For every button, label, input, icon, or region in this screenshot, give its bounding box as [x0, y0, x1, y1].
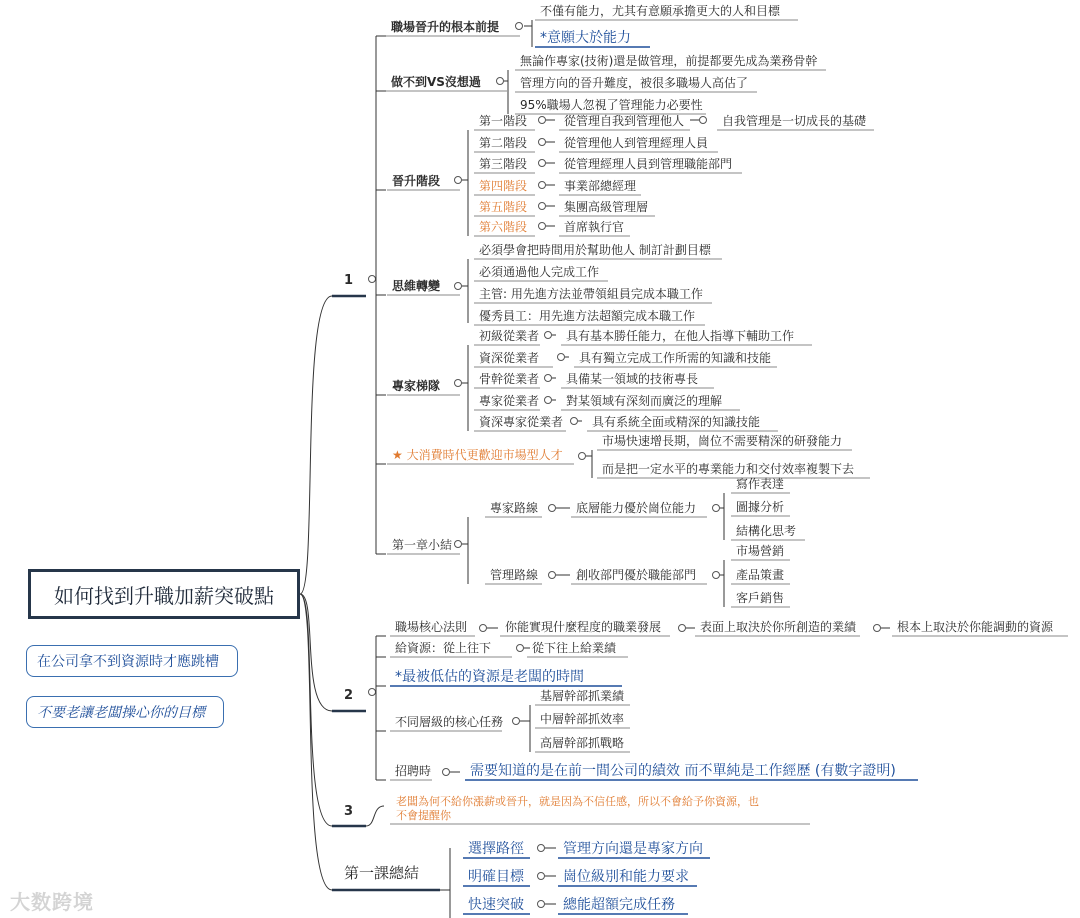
topic-e5[interactable]: 資深專家從業者	[479, 415, 564, 429]
topic-s3[interactable]: 第三階段	[479, 157, 528, 171]
topic-c4c[interactable]: 高層幹部抓戰略	[540, 736, 625, 750]
topic-n1b[interactable]: *意願大於能力	[540, 30, 631, 46]
topic-b2[interactable]: 2	[344, 688, 354, 703]
collapse-dot	[455, 283, 462, 290]
topic-s2a[interactable]: 從管理他人到管理經理人員	[564, 136, 709, 150]
topic-d1[interactable]: 老闆為何不給你漲薪或晉升，就是因為不信任感，所以不會給予你資源，也	[396, 795, 759, 808]
collapse-dot	[558, 354, 565, 361]
collapse-dot	[539, 182, 546, 189]
topic-e2[interactable]: 資深從業者	[479, 351, 540, 365]
topic-n7[interactable]: 第一章小結	[392, 538, 453, 552]
watermark-logo: 大数跨境	[10, 890, 94, 914]
topic-r1a2[interactable]: 圖據分析	[736, 500, 785, 514]
topic-b4[interactable]: 第一課總結	[344, 864, 420, 882]
topic-c5[interactable]: 招聘時	[395, 764, 432, 778]
connector-line	[300, 594, 332, 890]
collapse-dot	[545, 397, 552, 404]
topic-b1[interactable]: 1	[344, 273, 354, 288]
collapse-dot	[455, 177, 462, 184]
topic-n2a[interactable]: 無論作專家(技術)還是做管理，前提都要先成為業務骨幹	[520, 54, 818, 68]
topic-n1a[interactable]: 不僅有能力，尤其有意願承擔更大的人和目標	[540, 4, 781, 18]
collapse-dot	[369, 276, 376, 283]
topic-t3[interactable]: 主管: 用先進方法並帶領組員完成本職工作	[479, 287, 703, 301]
topic-c1a[interactable]: 你能實現什麼程度的職業發展	[505, 620, 662, 634]
collapse-dot	[545, 332, 552, 339]
collapse-dot	[539, 223, 546, 230]
collapse-dot	[539, 117, 546, 124]
topic-n6[interactable]: ★ 大消費時代更歡迎市場型人才	[392, 448, 563, 462]
topic-t2[interactable]: 必須通過他人完成工作	[479, 265, 600, 279]
topic-r2a2[interactable]: 產品策畫	[736, 568, 785, 582]
collapse-dot	[700, 117, 707, 124]
topic-f2[interactable]: 明確目標	[468, 869, 524, 885]
topic-s1[interactable]: 第一階段	[479, 114, 528, 128]
collapse-dot	[545, 375, 552, 382]
topic-s4[interactable]: 第四階段	[479, 179, 528, 193]
topic-e3a[interactable]: 具備某一領域的技術專長	[566, 372, 699, 386]
topic-c3[interactable]: *最被低估的資源是老闆的時間	[395, 669, 584, 685]
connector-line	[300, 594, 332, 711]
collapse-dot	[874, 625, 881, 632]
topic-t1[interactable]: 必須學會把時間用於幫助他人 制訂計劃目標	[479, 243, 711, 257]
topic-c2a[interactable]: 從下往上給業績	[532, 641, 617, 655]
topic-r1a3[interactable]: 結構化思考	[736, 524, 797, 538]
topic-n6a[interactable]: 市場快速增長期，崗位不需要精深的研發能力	[602, 434, 843, 448]
topic-s1a[interactable]: 從管理自我到管理他人	[564, 114, 685, 128]
collapse-dot	[539, 203, 546, 210]
topic-d1b[interactable]: 不會提醒你	[396, 809, 451, 822]
topic-n2b[interactable]: 管理方向的晉升難度，被很多職場人高估了	[520, 76, 749, 90]
topic-f1[interactable]: 選擇路徑	[468, 841, 524, 857]
collapse-dot	[713, 572, 720, 579]
topic-c4a[interactable]: 基層幹部抓業績	[540, 689, 625, 703]
topic-e1a[interactable]: 具有基本勝任能力，在他人指導下輔助工作	[566, 329, 795, 343]
collapse-dot	[480, 625, 487, 632]
root-topic[interactable]: 如何找到升職加薪突破點	[28, 569, 300, 619]
collapse-dot	[539, 160, 546, 167]
collapse-dot	[513, 718, 520, 725]
topic-r2a1[interactable]: 市場營銷	[736, 544, 785, 558]
topic-c1c[interactable]: 根本上取決於你能調動的資源	[897, 620, 1054, 634]
topic-n6b[interactable]: 而是把一定水平的專業能力和交付效率複製下去	[602, 462, 855, 476]
topic-f1a[interactable]: 管理方向還是專家方向	[563, 841, 703, 857]
topic-c2[interactable]: 給資源：從上往下	[395, 641, 492, 655]
collapse-dot	[571, 418, 578, 425]
topic-s5a[interactable]: 集團高級管理層	[564, 200, 649, 214]
collapse-dot	[579, 453, 586, 460]
topic-e4[interactable]: 專家從業者	[479, 394, 540, 408]
topic-e2a[interactable]: 具有獨立完成工作所需的知識和技能	[579, 351, 772, 365]
topic-s4a[interactable]: 事業部總經理	[564, 179, 637, 193]
collapse-dot	[369, 689, 376, 696]
topic-t4[interactable]: 優秀員工：用先進方法超額完成本職工作	[479, 309, 696, 323]
topic-c1b[interactable]: 表面上取決於你所創造的業績	[700, 620, 857, 634]
topic-f2a[interactable]: 崗位級別和能力要求	[563, 869, 689, 885]
topic-e5a[interactable]: 具有系統全面或精深的知識技能	[592, 415, 761, 429]
topic-r2[interactable]: 管理路線	[490, 568, 539, 582]
topic-s2[interactable]: 第二階段	[479, 136, 528, 150]
topic-f3[interactable]: 快速突破	[468, 897, 524, 913]
floating-topic-boss-worry[interactable]: 不要老讓老闆操心你的目標	[26, 696, 224, 728]
topic-c4b[interactable]: 中層幹部抓效率	[540, 712, 625, 726]
topic-s6[interactable]: 第六階段	[479, 220, 528, 234]
collapse-dot	[443, 769, 450, 776]
collapse-dot	[549, 572, 556, 579]
topic-f3a[interactable]: 總能超額完成任務	[563, 897, 675, 913]
connector-line	[366, 806, 384, 826]
collapse-dot	[549, 505, 556, 512]
topic-r2a3[interactable]: 客戶銷售	[736, 591, 785, 605]
collapse-dot	[538, 845, 545, 852]
collapse-dot	[538, 873, 545, 880]
topic-e1[interactable]: 初級從業者	[479, 329, 540, 343]
collapse-dot	[455, 380, 462, 387]
collapse-dot	[538, 901, 545, 908]
collapse-dot	[713, 505, 720, 512]
connector-line	[300, 296, 332, 594]
topic-n3[interactable]: 晉升階段	[392, 174, 441, 188]
topic-n5[interactable]: 專家梯隊	[392, 379, 441, 393]
topic-c1[interactable]: 職場核心法則	[395, 620, 468, 634]
collapse-dot	[497, 78, 504, 85]
topic-b3[interactable]: 3	[344, 804, 354, 819]
topic-e3[interactable]: 骨幹從業者	[479, 372, 540, 386]
topic-s1b[interactable]: 自我管理是一切成長的基礎	[722, 114, 867, 128]
collapse-dot	[516, 23, 523, 30]
topic-n2c[interactable]: 95%職場人忽視了管理能力必要性	[520, 98, 703, 112]
topic-n4[interactable]: 思維轉變	[392, 279, 441, 293]
collapse-dot	[455, 541, 462, 548]
topic-c5a[interactable]: 需要知道的是在前一間公司的績效 而不單純是工作經歷 (有數字證明)	[470, 763, 896, 779]
topic-s3a[interactable]: 從管理經理人員到管理職能部門	[564, 157, 733, 171]
collapse-dot	[679, 625, 686, 632]
topic-s5[interactable]: 第五階段	[479, 200, 528, 214]
collapse-dot	[539, 139, 546, 146]
topic-s6a[interactable]: 首席執行官	[564, 220, 625, 234]
topic-n1[interactable]: 職場晉升的根本前提	[391, 20, 500, 34]
topic-r1[interactable]: 專家路線	[490, 501, 539, 515]
topic-e4a[interactable]: 對某領域有深刻而廣泛的理解	[566, 394, 723, 408]
floating-topic-job-hop[interactable]: 在公司拿不到資源時才應跳槽	[26, 645, 238, 677]
topic-n2[interactable]: 做不到VS沒想過	[391, 75, 481, 89]
topic-r2a[interactable]: 創收部門優於職能部門	[576, 568, 697, 582]
topic-r1a1[interactable]: 寫作表達	[736, 477, 785, 491]
topic-r1a[interactable]: 底層能力優於崗位能力	[576, 501, 697, 515]
topic-c4[interactable]: 不同層級的核心任務	[395, 715, 504, 729]
collapse-dot	[517, 645, 524, 652]
